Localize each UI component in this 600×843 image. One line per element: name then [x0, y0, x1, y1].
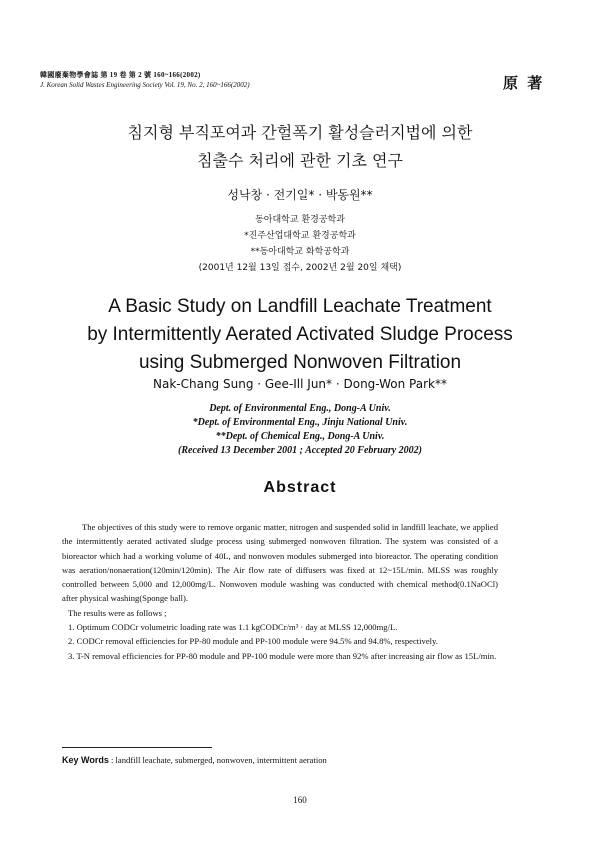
- affiliation-line: *진주산업대학교 환경공학과: [244, 231, 356, 241]
- korean-authors: 성낙창 · 전기일* · 박동원**: [227, 188, 373, 202]
- keywords-label: Key Words: [62, 755, 109, 765]
- english-title-line: by Intermittently Aerated Activated Sludge Process: [87, 324, 513, 345]
- affiliation-line: Dept. of Environmental Eng., Dong-A Univ.: [209, 403, 391, 414]
- affiliation-line: *Dept. of Environmental Eng., Jinju National Univ.: [192, 417, 408, 428]
- affiliation-line: **동아대학교 화학공학과: [250, 247, 350, 257]
- result-item: 3. T-N removal efficiencies for PP-80 module and PP-100 module were more than 92% after increasing air flow as 15L/min.: [68, 650, 497, 661]
- journal-name-english: J. Korean Solid Wastes Engineering Society Vol. 19, No. 2, 160~166(2002): [40, 81, 250, 89]
- english-title-line: using Submerged Nonwoven Filtration: [138, 352, 462, 373]
- affiliation-line: **Dept. of Chemical Eng., Dong-A Univ.: [215, 431, 385, 442]
- journal-name-korean: 韓國廢棄物學會誌 第 19 卷 第 2 號 160~166(2002): [40, 71, 201, 79]
- english-affiliations: [40, 402, 560, 458]
- result-item: 1. Optimum CODCr volumetric loading rate was 1.1 kgCODCr/m³ · day at MLSS 12,000mg/L.: [68, 622, 398, 633]
- english-authors: Nak-Chang Sung · Gee-Ill Jun* · Dong-Won Park**: [153, 377, 447, 391]
- page-number: 160: [293, 795, 307, 805]
- received-dates-english: (Received 13 December 2001 ; Accepted 20 February 2002): [178, 445, 422, 456]
- english-title: [40, 293, 560, 377]
- english-title-line: A Basic Study on Landfill Leachate Treatment: [108, 296, 492, 317]
- abstract-body: [62, 520, 498, 663]
- journal-header: [40, 70, 250, 90]
- abstract-heading: Abstract: [263, 479, 337, 496]
- keywords-text: : landfill leachate, submerged, nonwoven, intermittent aeration: [108, 755, 327, 765]
- result-item: 2. CODCr removal efficiencies for PP-80 module and PP-100 module were 94.5% and 94.8%, respectively.: [68, 636, 438, 647]
- keywords: [62, 755, 327, 765]
- affiliation-line: 동아대학교 환경공학과: [255, 215, 345, 225]
- korean-title-line: 침지형 부직포여과 간헐폭기 활성슬러지법에 의한: [127, 123, 473, 142]
- korean-affiliations: [60, 212, 540, 276]
- korean-title: [60, 119, 540, 175]
- results-intro: The results were as follows ;: [68, 607, 167, 618]
- article-type-badge: 原 著: [503, 74, 545, 92]
- footnote-divider: [62, 747, 212, 748]
- abstract-paragraph: The objectives of this study were to remove organic matter, nitrogen and suspended solid in landfill leachate, we applied the intermittently aerated activated sludge process using submerged nonwoven filtration. The system was consisted of a bioreactor which had a working volume of 40L, and nonwoven modules submerged into bioreactor. The operating condition was aeration/nonaeration(120min/120min). The Air flow rate of diffusers was fixed at 12~15L/min. MLSS was roughly controlled between 5,000 and 12,000mg/L. Nonwoven module washing was conducted with chemical method(0.1NaOCl) after physical washing(Sponge ball).: [62, 522, 498, 604]
- korean-title-line: 침출수 처리에 관한 기초 연구: [197, 151, 403, 170]
- received-dates-korean: (2001년 12월 13일 접수, 2002년 2월 20일 채택): [198, 263, 402, 273]
